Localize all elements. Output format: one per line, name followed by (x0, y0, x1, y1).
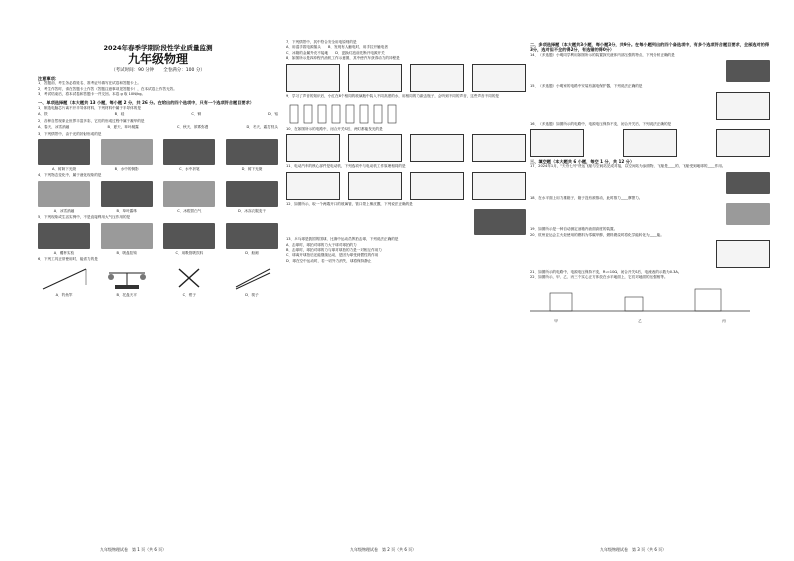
photo-figure (101, 181, 153, 207)
circuit-diagram (530, 129, 584, 157)
question-text: 18．在水平面上用力推箱子，箱子没有被推动，此时推力____摩擦力。 (530, 195, 643, 200)
note-item: 2．考生作答时，请在答题卡上作答（答题注意事项见答题卡），在本试卷上作答无效。 (38, 86, 177, 91)
option: B．夏天，草叶凝露 (107, 125, 139, 130)
column-1 (38, 40, 278, 299)
circuit-diagram (716, 129, 770, 157)
circuit-diagram (716, 240, 770, 268)
question-5-figures (38, 223, 278, 249)
pliers-figure (163, 265, 215, 291)
caption: D．船闸 (245, 250, 259, 255)
option: A．用湿手拔电源插头 B．发现有人触电时，用手拉开触电者 (286, 45, 388, 50)
figure-label: 丙 (722, 318, 726, 323)
question-text: 7．下列情景中，其中符合安全用电原则的是 (286, 40, 357, 44)
option: B．击球时，球拍对球的力与球对球拍的力是一对相互作用力 (286, 248, 382, 253)
question-6-figures (38, 265, 278, 291)
figure-label: 乙 (638, 318, 642, 323)
caption: D．冰冻衣服变干 (238, 208, 266, 213)
option: B．硅 (114, 112, 125, 117)
circuit-diagram (410, 134, 464, 162)
engine-diagram (472, 64, 526, 92)
question-2: 2．各种自然现象让世界丰富多彩，它们的形成过程中属于凝华的是 (38, 118, 145, 123)
option: D．铝 (268, 112, 278, 117)
option: C．秋天，浓雾弥漫 (176, 125, 209, 130)
option: A．春天，冰雪消融 (38, 125, 70, 130)
q17-figure (530, 172, 770, 194)
question-text: 13．乒乓球是我国的国球，比赛中运动员挥拍击球，下列说法正确的是 (286, 237, 399, 242)
question-5-captions (38, 251, 278, 256)
circuit-diagram (716, 92, 770, 120)
photo-figure (226, 181, 278, 207)
section-3-heading: 三、填空题（本大题共 6 小题，每空 1 分，共 12 分） (530, 159, 635, 165)
question-3: 3．下列情景中，由于光的折射形成的是 (38, 131, 102, 136)
question-1-options (38, 112, 278, 117)
question-1: 1．制造电脑芯片离不开半导体材料，下列材料中属于半导体的是 (38, 106, 141, 111)
section-2-heading: 二、多项选择题（本大题共3小题，每小题3分，共9分。在每小题列出的四个备选项中，有多个选项符合题目要求，全部选对的得3分，选对但不全的得2分，有选错的得0分） (530, 42, 770, 53)
circuit-diagram (472, 134, 526, 162)
fishing-rod-figure (38, 265, 90, 291)
chopsticks-figure (226, 265, 278, 291)
photo-figure (163, 181, 215, 207)
note-item: 1．答题前，考生务必将姓名、准考证号填写在试卷和答题卡上。 (38, 81, 141, 86)
caption: D．筷子 (245, 292, 259, 297)
question-text: 10．在如图所示的电路中，闭合开关S后，两灯都能发光的是 (286, 127, 383, 132)
photo-figure (38, 139, 90, 165)
circuit-diagram (286, 134, 340, 162)
circuit-diagram (348, 134, 402, 162)
question-3-captions (38, 167, 278, 172)
q20-figure (530, 240, 770, 268)
q12-figure (286, 209, 526, 235)
question-text: 17．2024年1月，"天舟七号"货运飞船与空间站完成对接，以空间站为参照物，飞船是____的，飞船受到地球的____作用。 (530, 164, 726, 169)
engine-diagram (348, 64, 402, 92)
photo-figure (726, 60, 770, 82)
question-4: 4．下列物态变化中，属于液化现象的是 (38, 173, 102, 178)
photo-figure (163, 223, 215, 249)
option: D．球在空中运动时，若一切外力消失，球将保持静止 (286, 258, 372, 263)
bottles-diagram (286, 101, 406, 125)
engine-figures (286, 64, 526, 92)
question-6-captions (38, 293, 278, 298)
question-6: 6．下列工具正常使用时，能省力的是 (38, 257, 98, 262)
subject-title: 九年级物理 (127, 52, 188, 66)
column-2 (286, 40, 526, 264)
caption: C．用吸管吸饮料 (175, 250, 204, 255)
page-footer: 九年级物理试卷 第 1 页（共 6 页） (100, 547, 167, 552)
exam-info: （考试时间：90 分钟 全卷满分：100 分） (111, 68, 205, 73)
cubes-figure (530, 283, 750, 317)
photo-figure (726, 172, 770, 194)
option: C．铜 (191, 112, 202, 117)
question-text: 15．（多选题）小明家的电路中安装有漏电保护器，下列说法正确的是 (530, 84, 643, 89)
question-text: 14．（多选题）小明同学利用如图所示的装置探究液体内部压强的特点，下列分析正确的是 (530, 52, 675, 57)
note-item: 3．考试结束后，将本试卷和答题卡一并交回。本卷 g 取 10N/kg。 (38, 92, 146, 97)
q15-figure (530, 92, 770, 120)
photo-figure (726, 203, 770, 225)
question-3-figures (38, 139, 278, 165)
question-text: 22．如图所示，甲、乙、丙三个实心正方体放在水平地面上，它们对地面的压强相等。 (530, 275, 668, 280)
question-5: 5．下列现象或生活实例中，不是直接利用大气压作用的是 (38, 215, 131, 220)
motor-diagram (348, 172, 402, 200)
motor-figures (286, 172, 526, 200)
caption: A．钓鱼竿 (55, 292, 73, 297)
q14-figure (530, 60, 770, 82)
caption: C．水中折笔 (179, 167, 200, 172)
photo-figure (38, 181, 90, 207)
page-footer: 九年级物理试卷 第 2 页（共 6 页） (350, 547, 417, 552)
photo-figure (226, 223, 278, 249)
question-text: 11．电动汽车的核心部件是电动机，下列选项中与电动机工作原理相同的是 (286, 164, 406, 169)
option: A．击球时，球拍对球的力大于球对球拍的力 (286, 242, 357, 247)
photo-figure (101, 139, 153, 165)
question-text: 20．杭州亚运会主火炬使用的燃料为零碳甲醇，燃料燃烧时将化学能转化为____能。 (530, 232, 664, 237)
question-text: 19．如图所示是一种自动测定油箱内油面高度的装置。 (530, 227, 618, 232)
caption: B．托盘天平 (116, 292, 137, 297)
question-text: 16．（多选题）如图所示的电路中，电源电压保持不变，闭合开关后，下列说法正确的是 (530, 121, 672, 126)
caption: C．钳子 (182, 292, 196, 297)
photo-figure (474, 209, 526, 235)
column-3 (530, 40, 770, 325)
question-text: 12．如图所示，取一个两端开口的玻璃管，管口蒙上橡皮膜，下列说法正确的是 (286, 201, 413, 206)
question-text: 21．如图所示的电路中，电源电压保持不变，R₁=10Ω，闭合开关S后，电流表的示数为0.3A。 (530, 270, 682, 275)
circuit-diagram (623, 129, 677, 157)
page-footer: 九年级物理试卷 第 3 页（共 6 页） (600, 547, 667, 552)
option: A．铁 (38, 112, 48, 117)
exam-title: 2024年春季学期阶段性学业质量监测 (103, 44, 213, 52)
motor-diagram (472, 172, 526, 200)
caption: C．冰棍冒白气 (177, 208, 202, 213)
figure-label: 甲 (554, 318, 558, 323)
caption: D．树下光斑 (241, 167, 263, 172)
q18-figure (530, 203, 770, 225)
caption: A．冰雪消融 (53, 208, 75, 213)
photo-figure (226, 139, 278, 165)
caption: B．吸盘挂钩 (116, 250, 137, 255)
question-4-captions (38, 209, 278, 214)
photo-figure (101, 223, 153, 249)
bottles-figure (286, 101, 526, 125)
photo-figure (38, 223, 90, 249)
caption: B．草叶露珠 (116, 208, 137, 213)
question-text: 8．如图所示是四冲程汽油机工作示意图，其中使汽车获得动力的冲程是 (286, 56, 400, 61)
photo-figure (163, 139, 215, 165)
option: D．冬天，霜打枝头 (246, 125, 278, 130)
motor-diagram (410, 172, 464, 200)
question-2-options (38, 125, 278, 130)
q22-labels (530, 319, 750, 324)
circuit-figures (286, 134, 526, 162)
caption: A．覆杯实验 (53, 250, 75, 255)
caption: B．水中的倒影 (114, 167, 139, 172)
motor-diagram (286, 172, 340, 200)
engine-diagram (286, 64, 340, 92)
q16-figures (530, 129, 770, 157)
engine-diagram (410, 64, 464, 92)
option: C．球离开球拍后还能继续运动，是因为球受到惯性的作用 (286, 253, 379, 258)
question-text: 9．学习了声音的知识后，小红在8个相同的玻璃瓶中装入不同高度的水，用相同的力敲击瓶子，会听到不同的声音，这些声音不同的是 (286, 93, 500, 98)
caption: A．树荫下光斑 (51, 167, 77, 172)
notes-heading: 注意事项： (38, 76, 59, 81)
balance-figure (101, 265, 153, 291)
question-4-figures (38, 181, 278, 207)
section-1-heading: 一、单项选择题（本大题共 13 小题，每小题 2 分，共 26 分。在给出的四个选项中，只有一个选项符合题目要求） (38, 99, 254, 105)
q22-figure (530, 283, 770, 317)
option: C．冰箱的金属外壳不接地 D．更换灯泡前先断开电源开关 (286, 50, 385, 55)
